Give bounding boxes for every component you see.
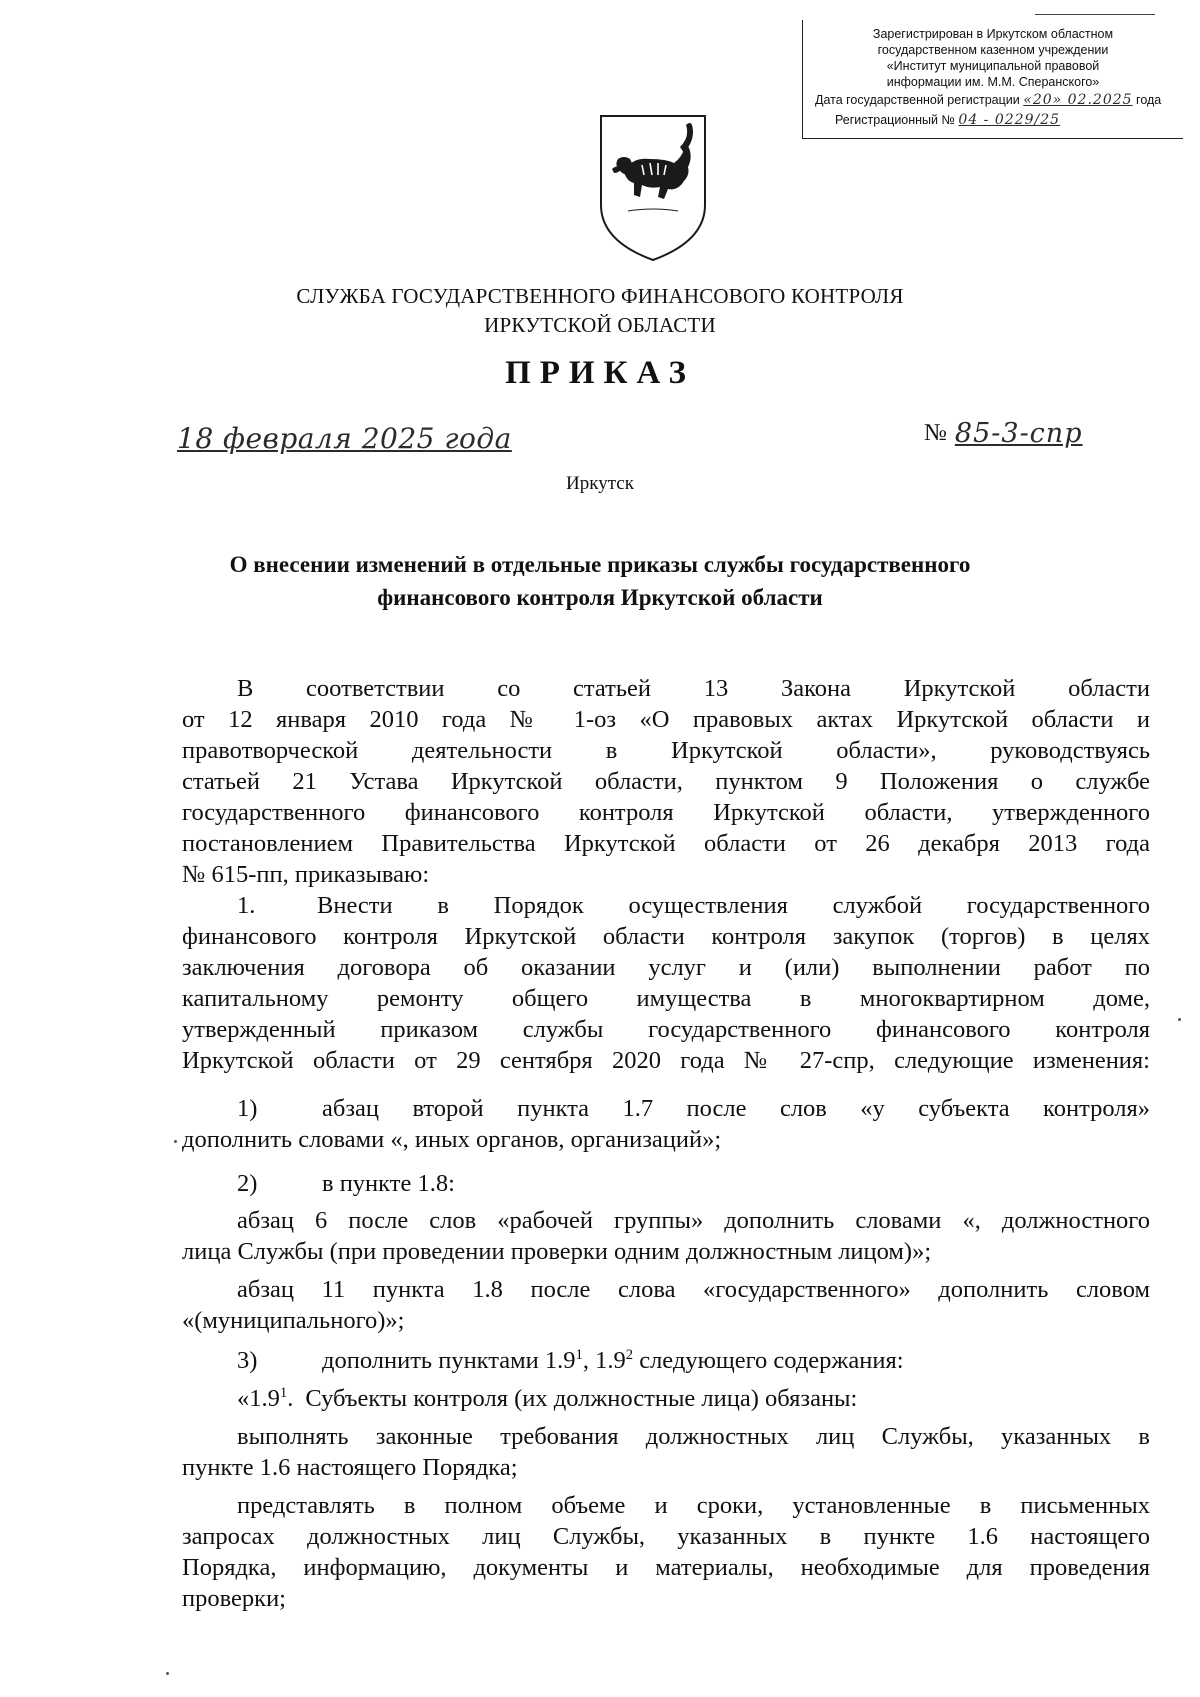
body-line: «(муниципального)»; [182, 1307, 405, 1334]
subitem-text-part: , 1.9 [582, 1347, 626, 1374]
stamp-line: Зарегистрирован в Иркутском областном [872, 27, 1114, 41]
body-line: № 615-пп, приказываю: [182, 861, 430, 888]
body-line: утвержденный приказом службы государственного финансового контроля [182, 1016, 1150, 1043]
body-line-subitem-3 [237, 1345, 1150, 1376]
body-line: представлять в полном объеме и сроки, установленные в письменных [237, 1492, 1150, 1519]
stamp-reg-value: 04 - 0229/25 [958, 112, 1061, 128]
body-line: государственного финансового контроля Иркутской области, утвержденного [182, 799, 1150, 826]
body-line: выполнять законные требования должностных лиц Службы, указанных в [237, 1423, 1150, 1450]
body-line: капитальному ремонту общего имущества в многоквартирном доме, [182, 985, 1150, 1012]
subitem-number: 3) [237, 1347, 258, 1374]
order-heading-line2: финансового контроля Иркутской области [377, 585, 823, 610]
order-heading-line1: О внесении изменений в отдельные приказы службы государственного [229, 552, 971, 577]
body-line-subitem-1 [237, 1093, 1150, 1124]
stamp-line: «Институт муниципальной правовой [886, 59, 1100, 73]
stamp-reg-label: Регистрационный № [835, 113, 955, 127]
item-text: Внести в Порядок осуществления службой государственного [317, 892, 1150, 919]
body-line: абзац 6 после слов «рабочей группы» дополнить словами «, должностного [237, 1207, 1150, 1234]
body-line: правотворческой деятельности в Иркутской области», руководствуясь [182, 737, 1150, 764]
superscript: 2 [625, 1346, 634, 1363]
point-number-dot: . [287, 1385, 294, 1412]
handwritten-order-number: 85-3-спр [954, 418, 1083, 449]
item-number: 1. [237, 892, 256, 919]
body-line-subitem-2 [237, 1168, 1150, 1199]
scan-speck [174, 1140, 177, 1143]
stamp-date-suffix: года [1136, 93, 1162, 107]
number-sign: № [924, 420, 947, 446]
scan-speck [1178, 1018, 1181, 1021]
body-line: абзац 11 пункта 1.8 после слова «государственного» дополнить словом [237, 1276, 1150, 1303]
body-line: Порядка, информацию, документы и материалы, необходимые для проведения [182, 1554, 1150, 1581]
body-line: проверки; [182, 1585, 286, 1612]
body-line: статьей 21 Устава Иркутской области, пунктом 9 Положения о службе [182, 768, 1150, 795]
point-text: Субъекты контроля (их должностные лица) обязаны: [305, 1385, 858, 1412]
stamp-line: государственном казенном учреждении [877, 43, 1109, 57]
subitem-number: 1) [237, 1095, 258, 1122]
stamp-registration-number [803, 112, 1183, 128]
handwritten-order-date: 18 февраля 2025 года [177, 422, 512, 455]
organization-name-line1: СЛУЖБА ГОСУДАРСТВЕННОГО ФИНАНСОВОГО КОНТРОЛЯ [296, 284, 904, 308]
subitem-number: 2) [237, 1170, 258, 1197]
scan-speck [166, 1672, 169, 1675]
superscript: 1 [575, 1346, 583, 1363]
stamp-date-value: «20» 02.2025 [1023, 92, 1133, 108]
body-line: дополнить словами «, иных органов, организаций»; [182, 1126, 722, 1153]
subitem-text: абзац второй пункта 1.7 после слов «у субъекта контроля» [322, 1095, 1150, 1122]
body-line: постановлением Правительства Иркутской области от 26 декабря 2013 года [182, 830, 1150, 857]
body-line: В соответствии со статьей 13 Закона Иркутской области [237, 675, 1150, 702]
body-line: лица Службы (при проведении проверки одним должностным лицом)»; [182, 1238, 932, 1265]
registration-stamp [802, 20, 1183, 139]
stamp-date-label: Дата государственной регистрации [815, 93, 1020, 107]
document-type-title: ПРИКАЗ [505, 355, 695, 391]
organization-name-line2: ИРКУТСКОЙ ОБЛАСТИ [484, 313, 716, 337]
body-line-point-1-9-1 [237, 1383, 1150, 1414]
body-line: от 12 января 2010 года № 1-оз «О правовых актах Иркутской области и [182, 706, 1150, 733]
body-line: заключения договора об оказании услуг и (или) выполнении работ по [182, 954, 1150, 981]
stamp-registration-date [803, 92, 1183, 108]
body-line: финансового контроля Иркутской области контроля закупок (торгов) в целях [182, 923, 1150, 950]
subitem-text: в пункте 1.8: [322, 1170, 455, 1197]
body-line: Иркутской области от 29 сентября 2020 года № 27-спр, следующие изменения: [182, 1047, 1150, 1074]
stamp-top-line [1035, 14, 1155, 15]
coat-of-arms-icon [598, 113, 708, 263]
body-line: запросах должностных лиц Службы, указанных в пункте 1.6 настоящего [182, 1523, 1150, 1550]
superscript: 1 [279, 1384, 288, 1401]
subitem-text-part: дополнить пунктами 1.9 [322, 1347, 576, 1374]
stamp-line: информации им. М.М. Сперанского» [886, 75, 1100, 89]
city-name: Иркутск [566, 473, 634, 494]
body-line: пункте 1.6 настоящего Порядка; [182, 1454, 518, 1481]
point-number: «1.9 [237, 1385, 280, 1412]
subitem-text-part: следующего содержания: [633, 1347, 904, 1374]
body-line-item-1 [237, 890, 1150, 921]
order-number [924, 418, 1082, 449]
